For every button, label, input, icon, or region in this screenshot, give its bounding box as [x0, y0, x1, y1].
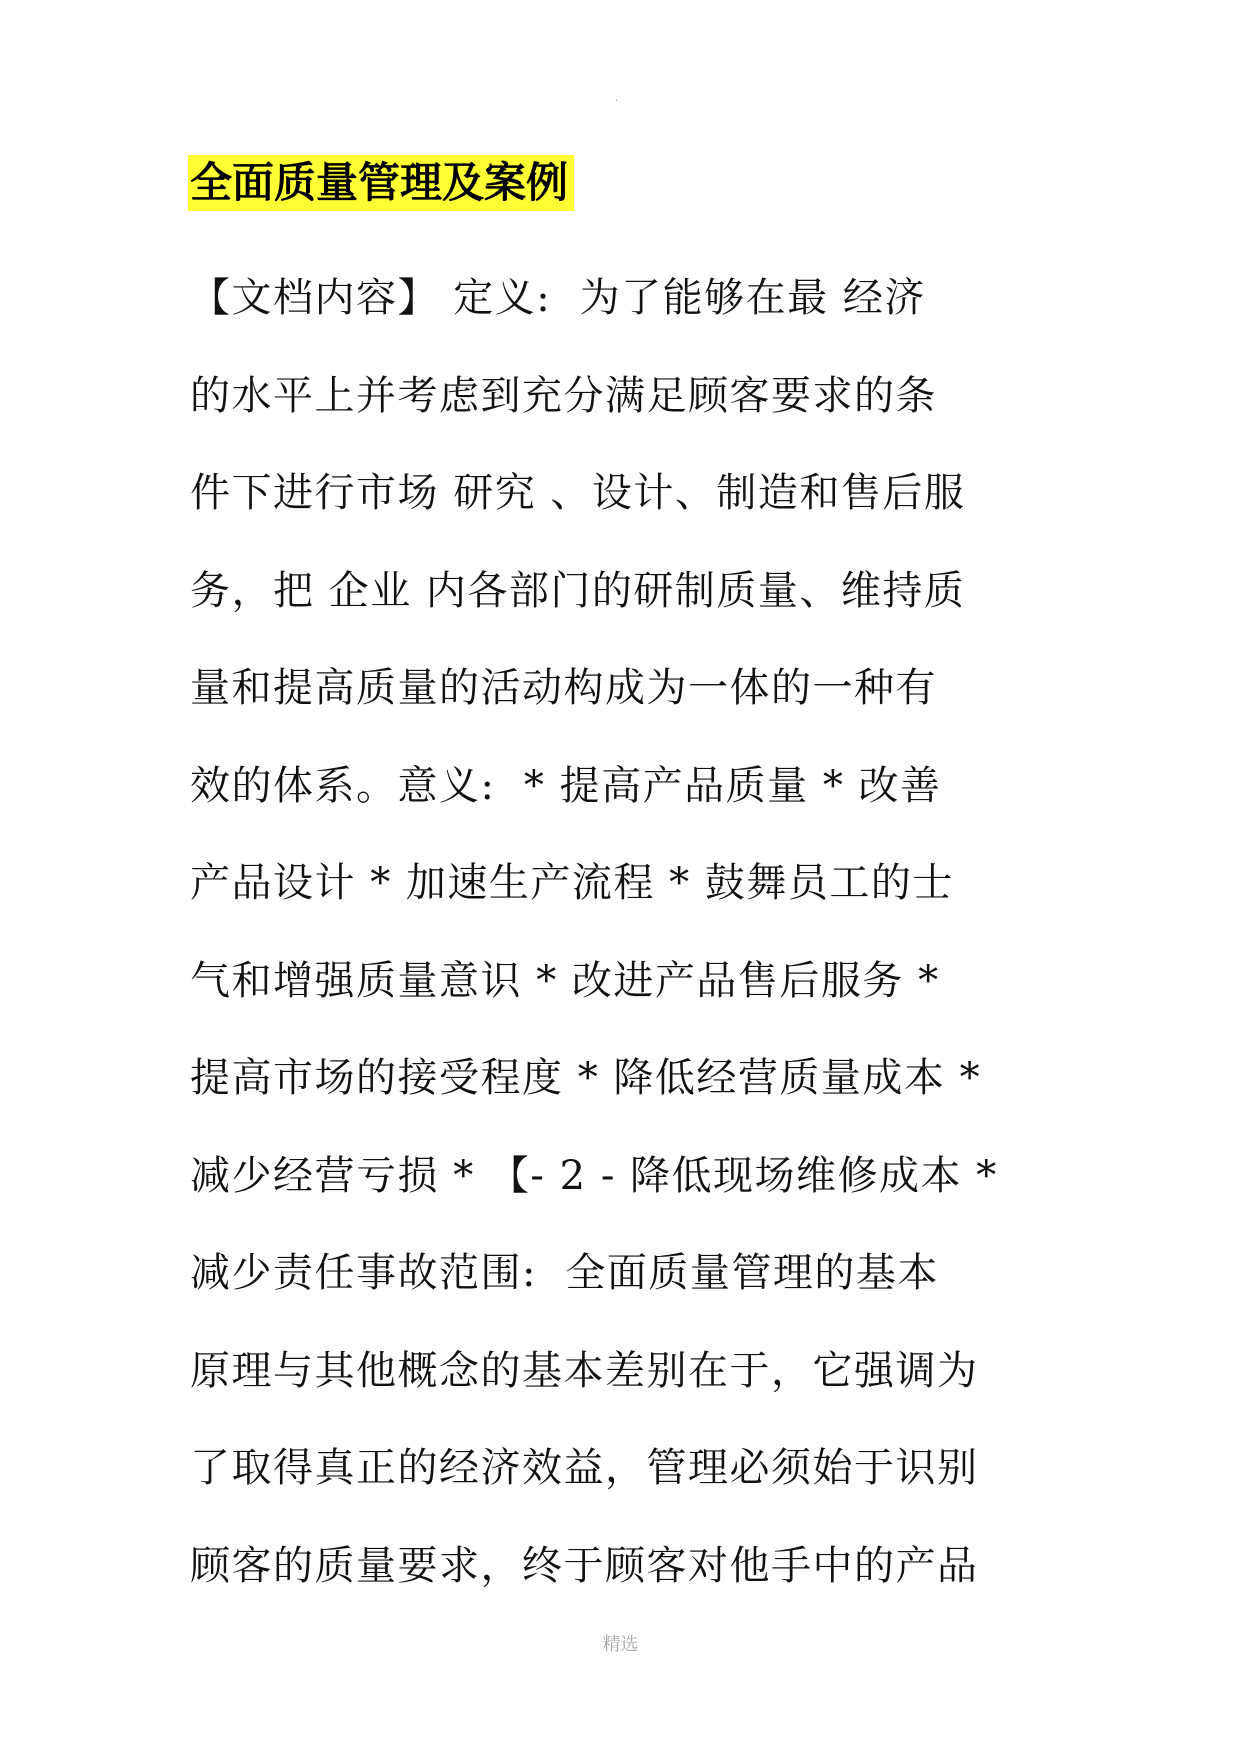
body-line: 了取得真正的经济效益，管理必须始于识别 [190, 1445, 979, 1491]
body-line: 顾客的质量要求，终于顾客对他手中的产品 [190, 1542, 979, 1589]
body-line: 量和提高质量的活动构成为一体的一种有 [190, 665, 937, 711]
page-footer-label: 精选 [602, 1634, 639, 1655]
document-body [190, 268, 1090, 1633]
body-line: 原理与其他概念的基本差别在于，它强调为 [190, 1347, 979, 1394]
body-line: 的水平上并考虑到充分满足顾客要求的条 [190, 372, 937, 419]
body-line: 减少经营亏损 * 【- 2 - 降低现场维修成本 * [190, 1152, 998, 1199]
body-line: 减少责任事故范围: 全面质量管理的基本 [190, 1250, 939, 1296]
body-line: 产品设计 * 加速生产流程 * 鼓舞员工的士 [190, 860, 954, 906]
body-line: 提高市场的接受程度 * 降低经营质量成本 * [190, 1055, 982, 1101]
body-line: 气和增强质量意识 * 改进产品售后服务 * [190, 957, 940, 1004]
body-line: 件下进行市场 研究 、设计、制造和售后服 [190, 470, 966, 516]
document-title: 全面质量管理及案例 [188, 155, 574, 211]
body-line: 【文档内容】 定义: 为了能够在最 经济 [190, 275, 926, 321]
body-line: 务，把 企业 内各部门的研制质量、维持质 [190, 567, 966, 614]
header-mark: · [615, 96, 619, 107]
body-line: 效的体系。意义: * 提高产品质量 * 改善 [190, 762, 942, 809]
